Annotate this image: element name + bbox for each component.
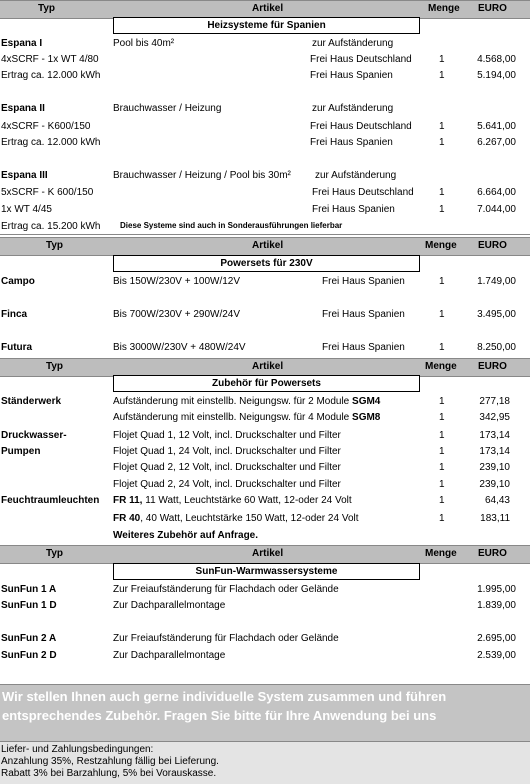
section-divider	[0, 234, 530, 235]
row-lieferung: Frei Haus Spanien	[310, 137, 393, 148]
row-euro: 173,14	[479, 446, 510, 457]
row-typ: Espana I	[1, 38, 43, 49]
row-typ: Ertrag ca. 12.000 kWh	[1, 70, 101, 81]
artikel-text: FR 40	[113, 513, 141, 524]
row-typ: SunFun 2 D	[1, 650, 57, 661]
row-menge: 1	[439, 513, 445, 524]
row-lieferung: Frei Haus Spanien	[322, 309, 405, 320]
row-menge: 1	[439, 479, 445, 490]
row-typ: Ständerwerk	[1, 396, 62, 407]
row-typ: Druckwasser-	[1, 430, 67, 441]
row-typ: Campo	[1, 276, 35, 287]
row-euro: 1.749,00	[477, 276, 516, 287]
row-euro: 6.267,00	[477, 137, 516, 148]
row-euro: 1.839,00	[477, 600, 516, 611]
row-artikel	[113, 495, 352, 506]
row-menge: 1	[439, 276, 445, 287]
row-artikel: Diese Systeme sind auch in Sonderausführungen lieferbar	[120, 221, 343, 230]
banner-line-2: entsprechendes Zubehör. Fragen Sie bitte für Ihre Anwendung bei uns	[2, 708, 437, 723]
col-typ: Typ	[46, 548, 64, 559]
row-artikel	[113, 479, 341, 490]
row-typ: Ertrag ca. 15.200 kWh	[1, 221, 101, 232]
row-euro: 239,10	[479, 462, 510, 473]
col-typ: Typ	[46, 361, 64, 372]
row-artikel: Bis 150W/230V + 100W/12V	[113, 276, 241, 287]
row-menge: 1	[439, 204, 445, 215]
row-typ: SunFun 1 A	[1, 584, 57, 595]
row-typ: 5xSCRF - K 600/150	[1, 187, 94, 198]
row-lieferung: Frei Haus Spanien	[310, 70, 393, 81]
section-title-sunfun: SunFun-Warmwassersysteme	[113, 563, 420, 580]
row-euro: 277,18	[479, 396, 510, 407]
col-menge: Menge	[425, 240, 457, 251]
row-artikel: Zur Freiaufständerung für Flachdach oder Gelände	[113, 584, 339, 595]
row-typ: SunFun 1 D	[1, 600, 57, 611]
row-artikel: Bis 700W/230V + 290W/24V	[113, 309, 241, 320]
row-menge: 1	[439, 187, 445, 198]
row-typ: 4xSCRF - 1x WT 4/80	[1, 54, 99, 65]
row-menge: 1	[439, 70, 445, 81]
row-artikel: Brauchwasser / Heizung / Pool bis 30m²	[113, 170, 291, 181]
row-typ: 4xSCRF - K600/150	[1, 121, 91, 132]
col-artikel: Artikel	[252, 361, 284, 372]
col-typ: Typ	[46, 240, 64, 251]
row-menge: 1	[439, 137, 445, 148]
row-artikel: Pool bis 40m²	[113, 38, 175, 49]
row-menge: 1	[439, 412, 445, 423]
terms-line-2: Rabatt 3% bei Barzahlung, 5% bei Vorauskasse.	[1, 768, 217, 779]
artikel-text: FR 11,	[113, 495, 143, 506]
row-artikel	[113, 462, 341, 473]
terms-line-1: Anzahlung 35%, Restzahlung fällig bei Lieferung.	[1, 756, 219, 767]
col-menge: Menge	[428, 3, 460, 14]
artikel-text: Aufständerung mit einstellb. Neigungsw. für 4 Module	[113, 412, 353, 423]
row-typ: Futura	[1, 342, 33, 353]
section-title-zubehoer: Zubehör für Powersets	[113, 375, 420, 392]
row-artikel	[113, 412, 380, 423]
row-lieferung: Frei Haus Spanien	[322, 276, 405, 287]
col-euro: EURO	[478, 361, 507, 372]
row-typ: SunFun 2 A	[1, 633, 57, 644]
row-typ: Espana II	[1, 103, 45, 114]
row-menge: 1	[439, 121, 445, 132]
col-artikel: Artikel	[252, 548, 284, 559]
row-typ: Ertrag ca. 12.000 kWh	[1, 137, 101, 148]
row-menge: 1	[439, 446, 445, 457]
row-artikel	[113, 430, 341, 441]
row-euro: 64,43	[484, 495, 510, 506]
row-euro: 173,14	[479, 430, 510, 441]
row-lieferung: Frei Haus Deutschland	[310, 121, 412, 132]
section-title-powersets: Powersets für 230V	[113, 255, 420, 272]
row-typ: 1x WT 4/45	[1, 204, 52, 215]
zubehoer-note: Weiteres Zubehör auf Anfrage.	[113, 530, 259, 541]
artikel-text: 11 Watt, Leuchtstärke 60 Watt, 12-oder 24 Volt	[142, 495, 352, 506]
row-lieferung: Frei Haus Deutschland	[310, 54, 412, 65]
artikel-text: SGM8	[352, 412, 381, 423]
promo-banner	[0, 684, 530, 741]
row-artikel: Brauchwasser / Heizung	[113, 103, 222, 114]
artikel-text: Flojet Quad 1, 12 Volt, incl. Druckschalter und Filter	[113, 430, 341, 441]
row-menge: 1	[439, 396, 445, 407]
row-artikel: Bis 3000W/230V + 480W/24V	[113, 342, 246, 353]
row-menge: 1	[439, 495, 445, 506]
row-euro: 4.568,00	[477, 54, 516, 65]
row-euro: 3.495,00	[477, 309, 516, 320]
col-typ: Typ	[38, 3, 56, 14]
section-title-heizsysteme: Heizsysteme für Spanien	[113, 17, 420, 34]
artikel-text: Flojet Quad 2, 24 Volt, incl. Druckschalter und Filter	[113, 479, 341, 490]
col-menge: Menge	[425, 361, 457, 372]
row-euro: 5.194,00	[477, 70, 516, 81]
row-euro: 2.539,00	[477, 650, 516, 661]
row-menge: 1	[439, 309, 445, 320]
artikel-text: Flojet Quad 2, 12 Volt, incl. Druckschalter und Filter	[113, 462, 341, 473]
row-typ: Feuchtraumleuchten	[1, 495, 100, 506]
row-artikel: Zur Dachparallelmontage	[113, 600, 226, 611]
row-artikel	[113, 513, 359, 524]
row-artikel: Zur Freiaufständerung für Flachdach oder Gelände	[113, 633, 339, 644]
row-euro: 2.695,00	[477, 633, 516, 644]
artikel-text: , 40 Watt, Leuchtstärke 150 Watt, 12-oder 24 Volt	[140, 513, 359, 524]
row-lieferung: zur Aufständerung	[315, 170, 397, 181]
row-lieferung: Frei Haus Deutschland	[312, 187, 414, 198]
col-artikel: Artikel	[252, 240, 284, 251]
row-typ: Finca	[1, 309, 28, 320]
row-lieferung: Frei Haus Spanien	[322, 342, 405, 353]
row-euro: 1.995,00	[477, 584, 516, 595]
payment-terms	[0, 741, 530, 784]
row-artikel: Zur Dachparallelmontage	[113, 650, 226, 661]
row-menge: 1	[439, 54, 445, 65]
terms-heading: Liefer- und Zahlungsbedingungen:	[1, 744, 154, 755]
table-header-4	[0, 545, 530, 564]
row-lieferung: zur Aufständerung	[312, 103, 394, 114]
artikel-text: Aufständerung mit einstellb. Neigungsw. für 2 Module	[113, 396, 353, 407]
col-euro: EURO	[478, 3, 507, 14]
row-euro: 6.664,00	[477, 187, 516, 198]
row-typ: Pumpen	[1, 446, 41, 457]
table-header-2	[0, 237, 530, 256]
row-euro: 342,95	[479, 412, 510, 423]
row-menge: 1	[439, 430, 445, 441]
row-euro: 7.044,00	[477, 204, 516, 215]
row-menge: 1	[439, 462, 445, 473]
banner-line-1: Wir stellen Ihnen auch gerne individuelle System zusammen und führen	[2, 689, 447, 704]
row-euro: 8.250,00	[477, 342, 516, 353]
col-euro: EURO	[478, 240, 507, 251]
col-menge: Menge	[425, 548, 457, 559]
row-euro: 239,10	[479, 479, 510, 490]
artikel-text: Flojet Quad 1, 24 Volt, incl. Druckschalter und Filter	[113, 446, 341, 457]
row-euro: 5.641,00	[477, 121, 516, 132]
row-menge: 1	[439, 342, 445, 353]
col-artikel: Artikel	[252, 3, 284, 14]
col-euro: EURO	[478, 548, 507, 559]
row-artikel	[113, 396, 380, 407]
row-lieferung: zur Aufständerung	[312, 38, 394, 49]
row-typ: Espana III	[1, 170, 48, 181]
row-euro: 183,11	[480, 513, 510, 524]
row-artikel	[113, 446, 341, 457]
artikel-text: SGM4	[352, 396, 381, 407]
row-lieferung: Frei Haus Spanien	[312, 204, 395, 215]
